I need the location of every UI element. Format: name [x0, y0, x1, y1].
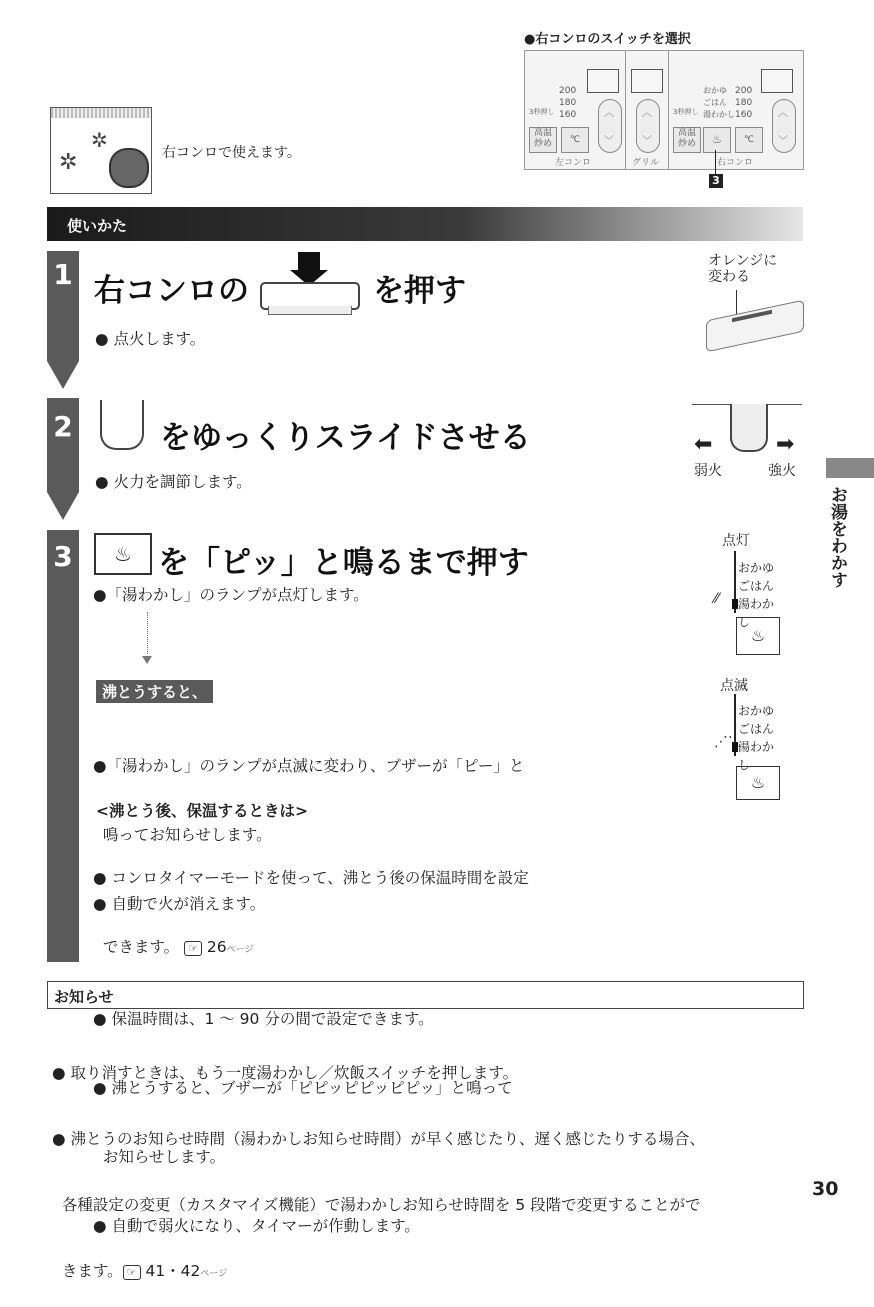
keep-bullet-5: お知らせします。 [93, 1148, 226, 1166]
temp-200: 200 [559, 86, 577, 96]
high-temp-right-button[interactable]: 高温 炒め [673, 127, 701, 153]
step1-heading-pre: 右コンロの [94, 273, 249, 309]
panel-note: ●右コンロのスイッチを選択 [524, 32, 691, 47]
notice-item-4-line [52, 1260, 705, 1285]
lit-okayu: おかゆ [738, 561, 775, 575]
reference-hand-icon-2: ☞ [123, 1265, 141, 1280]
mode-gohan: ごはん [703, 98, 727, 107]
step3-heading: を「ピッ」と鳴るまで押す [158, 545, 529, 581]
stove-illustration [50, 107, 152, 194]
right-arrow-icon: ➡ [776, 432, 795, 457]
left-up-down-button[interactable]: ︿ ﹀ [598, 99, 622, 153]
keep-bullet-2-line [93, 936, 529, 962]
slider-knob-icon [100, 400, 144, 450]
lamp-diagram-lit [712, 551, 782, 661]
boil-bullet-2: 鳴ってお知らせします。 [93, 826, 272, 844]
keep-bullet-2: できます。 [93, 938, 180, 956]
reference-hand-icon: ☞ [184, 941, 202, 956]
notice-items [52, 1018, 705, 1307]
kettle-icon: ♨ [712, 133, 722, 146]
right-burner-label: 右コンロ [717, 158, 754, 168]
grill-label: グリル [632, 158, 660, 168]
blink-label: 点滅 [720, 678, 748, 694]
lit-label: 点灯 [722, 533, 750, 549]
side-tab-marker [826, 458, 874, 478]
temp-160-right: 160 [735, 110, 753, 120]
left-burner-label: 左コンロ [555, 158, 592, 168]
page-number: 30 [812, 1178, 839, 1200]
usable-note: 右コンロで使えます。 [162, 145, 301, 161]
burner-switch-icon [260, 252, 358, 318]
celsius-right-button[interactable]: ℃ [735, 127, 763, 153]
step1-number: 1 [53, 258, 73, 291]
press3-right: 3秒押し [673, 108, 699, 116]
step2-bullet: ● 火力を調節します。 [95, 473, 252, 491]
section-bar [47, 207, 803, 241]
lamp-diagram-blink [712, 694, 782, 804]
step1-side-label: オレンジに 変わる [708, 253, 778, 285]
boil-bullet-1: ●「湯わかし」のランプが点滅に変わり、ブザーが「ピー」と [93, 757, 525, 775]
ref-page-26[interactable]: 26 [206, 938, 227, 956]
temp-160: 160 [559, 110, 577, 120]
kettle-button-icon: ♨ [94, 533, 152, 575]
step2-number: 2 [53, 410, 73, 443]
ref-pages-41-42[interactable]: 41・42 [145, 1262, 201, 1280]
weak-fire-label: 弱火 [694, 463, 722, 479]
step1-heading-post: を押す [373, 273, 466, 309]
temp-180-right: 180 [735, 98, 753, 108]
notice-title: お知らせ [54, 988, 114, 1006]
step3-number: 3 [53, 540, 73, 573]
keep-bullet-1: ● コンロタイマーモードを使って、沸とう後の保温時間を設定 [93, 869, 529, 887]
kettle-rice-button-small[interactable] [703, 127, 731, 153]
celsius-left-button[interactable]: ℃ [561, 127, 589, 153]
section-title: 使いかた [67, 217, 128, 235]
blink-rays-icon: ⋰⋱ [714, 734, 742, 750]
step3-bullet: ●「湯わかし」のランプが点灯します。 [93, 586, 369, 604]
left-arrow-icon: ⬅ [694, 432, 713, 457]
notice-item-1: ● 取り消すときは、もう一度湯わかし／炊飯スイッチを押します。 [52, 1064, 519, 1082]
panel-marker: 3 [709, 174, 723, 188]
notice-item-2: ● 沸とうのお知らせ時間（湯わかしお知らせ時間）が早く感じたり、遅く感じたりする場合、 [52, 1130, 706, 1148]
step2-heading: をゆっくりスライドさせる [160, 420, 531, 456]
temp-200-right: 200 [735, 86, 753, 96]
lit-gohan: ごはん [738, 579, 775, 593]
keep-bullet-4: ● 沸とうすると、ブザーが「ピピッピピッピピッ」と鳴って [93, 1079, 513, 1097]
temp-180: 180 [559, 98, 577, 108]
switch-orange-illustration [706, 290, 802, 356]
step1-bullet: ● 点火します。 [95, 330, 206, 348]
blink-yuwakashi: 湯わかし [738, 740, 775, 772]
boil-bullet-3: ● 自動で火が消えます。 [93, 895, 266, 913]
keep-warm-title: <沸とう後、保温するときは> [96, 802, 308, 820]
page-unit-26: ページ [226, 945, 254, 955]
kettle-button-blink[interactable]: ♨ [736, 766, 780, 800]
lit-yuwakashi: 湯わかし [738, 597, 775, 629]
boil-label: 沸とうすると、 [96, 680, 213, 703]
notice-box [47, 981, 804, 1009]
right-up-down-button[interactable]: ︿ ﹀ [772, 99, 796, 153]
grill-up-down-button[interactable]: ︿ ﹀ [636, 99, 660, 153]
keep-bullet-6: ● 自動で弱火になり、タイマーが作動します。 [93, 1217, 420, 1235]
lit-rays-icon: ⁄⁄ [714, 591, 719, 607]
page-unit-41: ページ [200, 1269, 228, 1279]
side-tab-label: お湯をわかす [827, 486, 847, 588]
burner-top-icon: ✲ [91, 128, 108, 152]
mode-okayu: おかゆ [703, 86, 727, 95]
kettle-button-lit[interactable]: ♨ [736, 617, 780, 655]
burner-left-icon: ✲ [59, 150, 78, 175]
control-panel-illustration [524, 50, 804, 170]
strong-fire-label: 強火 [768, 463, 796, 479]
mode-yuwakashi: 湯わかし [703, 110, 735, 119]
press3-left: 3秒押し [529, 108, 555, 116]
slider-illustration [692, 400, 802, 456]
blink-okayu: おかゆ [738, 704, 775, 718]
pot-icon [109, 148, 149, 188]
notice-item-3: 各種設定の変更（カスタマイズ機能）で湯わかしお知らせ時間を 5 段階で変更することがで [52, 1196, 701, 1214]
keep-bullet-3: ● 保温時間は、1 ～ 90 分の間で設定できます。 [93, 1010, 434, 1028]
blink-gohan: ごはん [738, 722, 775, 736]
notice-item-4: きます。 [52, 1262, 123, 1280]
high-temp-left-button[interactable]: 高温 炒め [529, 127, 557, 153]
